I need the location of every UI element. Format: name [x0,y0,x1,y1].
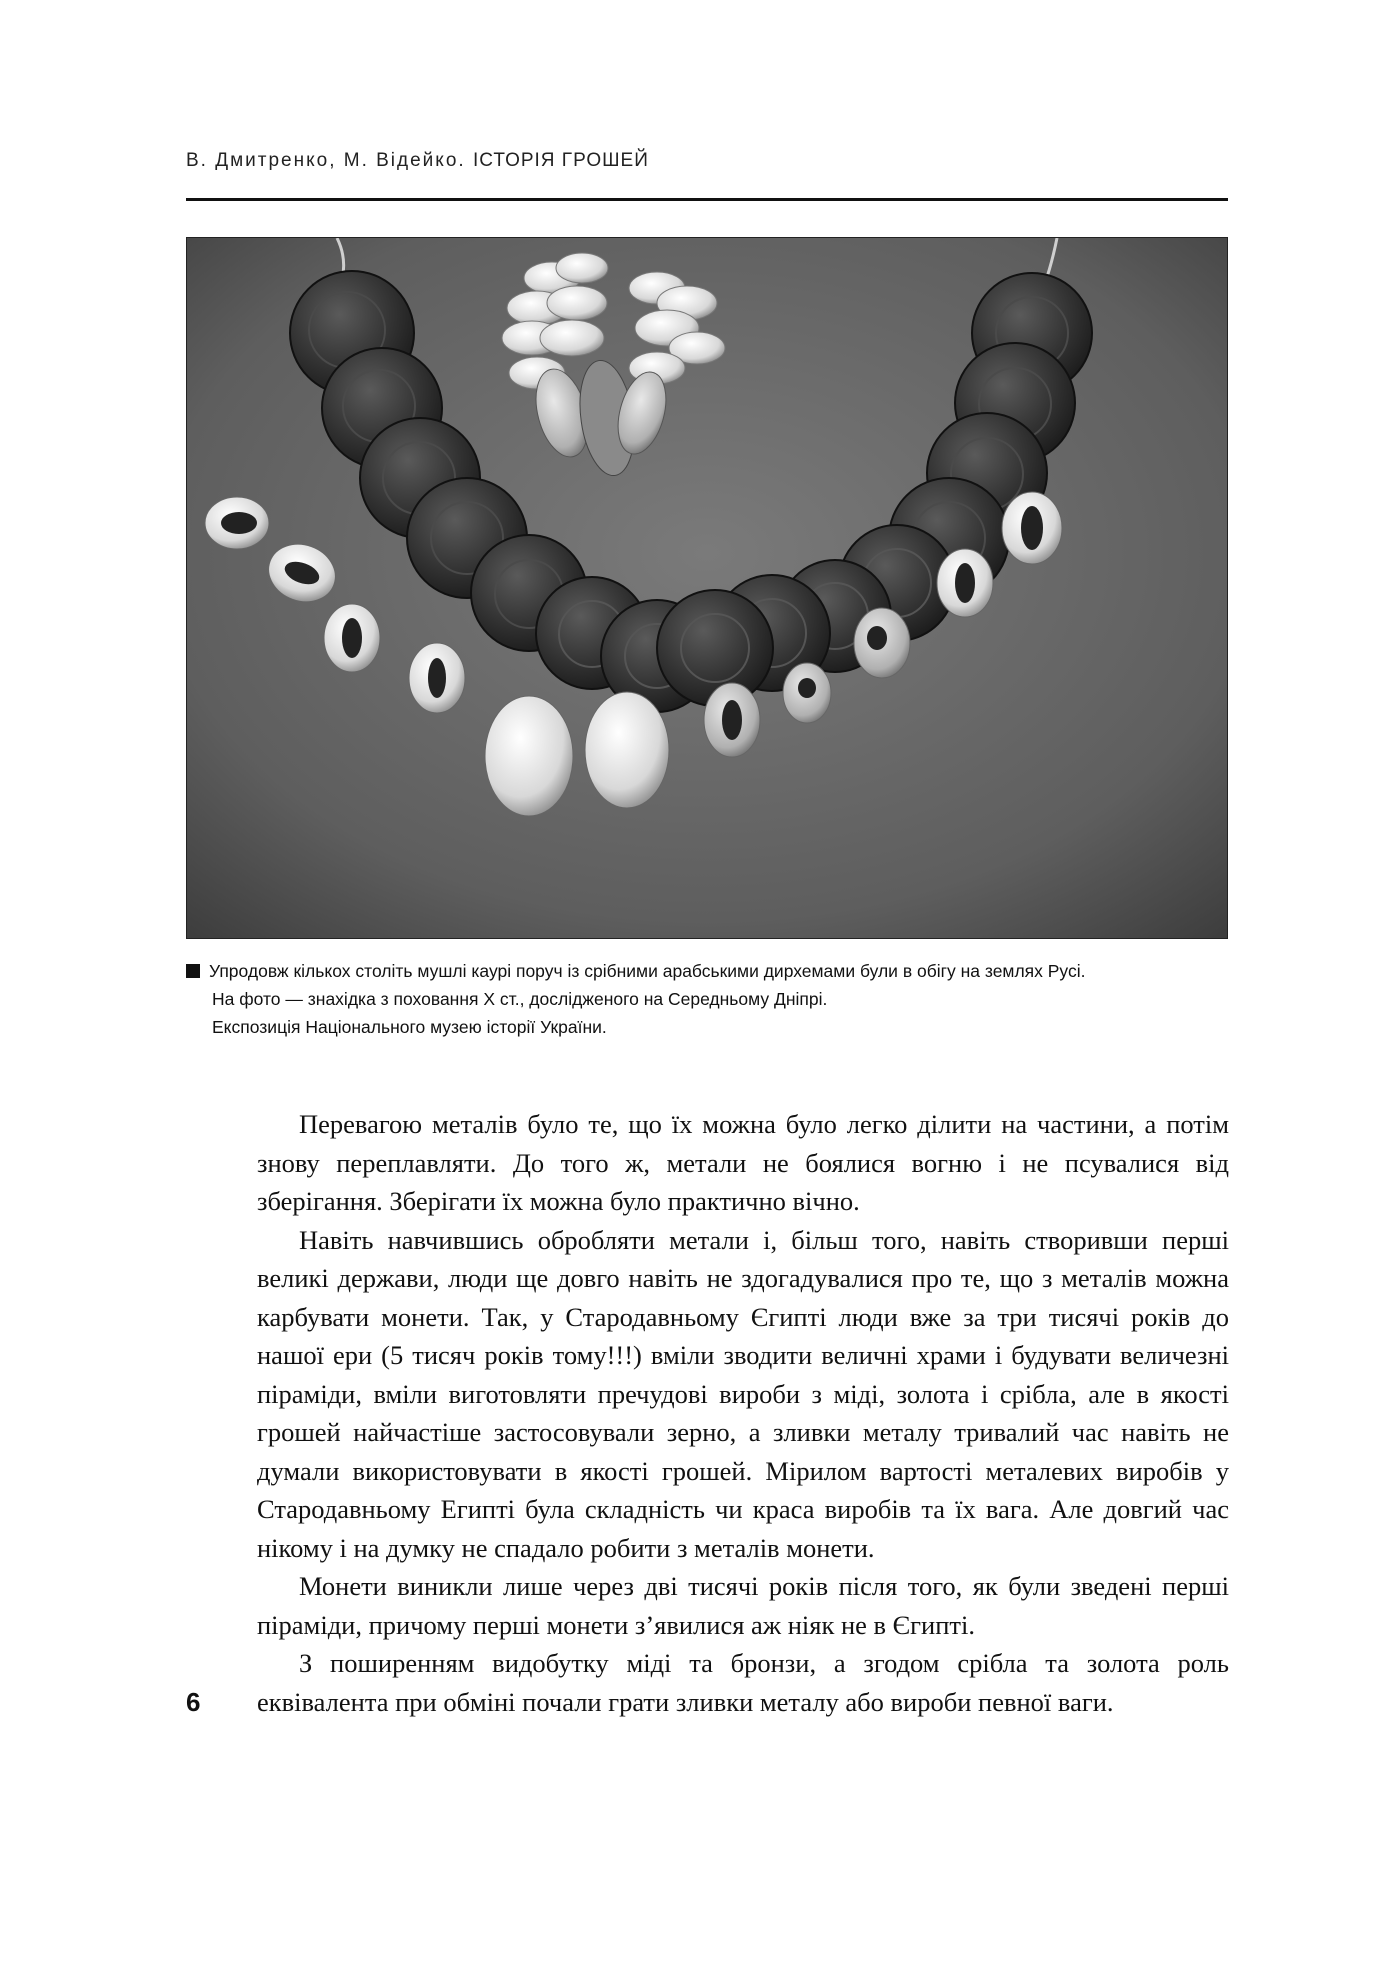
paragraph: Перевагою металів було те, що їх можна було легко ділити на частини, а потім знову переплавляти. До того ж, метали не боялися вогню і не псувалися від зберігання. Зберігати їх можна було практично вічно. [257,1109,1229,1216]
header-authors: В. Дмитренко, М. Відейко. [186,150,466,171]
header-divider [186,198,1228,201]
artifact-photo [186,237,1228,939]
caption-line: Експозиція Національного музею історії України. [212,1017,607,1037]
paragraph: Монети виникли лише через дві тисячі років після того, як були зведені перші піраміди, причому перші монети з’явилися аж ніяк не в Єгипті. [257,1571,1229,1640]
photo-caption [186,957,1226,1041]
cowrie-and-dirham-necklace-photo [187,238,1227,938]
caption-line: На фото — знахідка з поховання Х ст., дослідженого на Середньому Дніпрі. [212,989,828,1009]
caption-line: Упродовж кількох століть мушлі каурі поруч із срібними арабськими дирхемами були в обігу на землях Русі. [186,957,1226,985]
caption-bullet-icon [186,964,200,978]
page-number: 6 [186,1686,201,1717]
main-text [257,1105,1229,1721]
paragraph: З поширенням видобутку міді та бронзи, а згодом срібла та золота роль еквівалента при обміні почали грати зливки металу або вироби певної ваги. [257,1648,1229,1717]
running-header [186,150,1228,172]
paragraph: Навіть навчившись обробляти метали і, більш того, навіть створивши перші великі держави, люди ще довго навіть не здогадувалися про те, що з металів можна карбувати монети. Так, у Стародавньому Єгипті люди вже за три тисячі років до нашої ери (5 тисяч років тому!!!) вміли зводити величні храми і будувати величезні піраміди, вміли виготовляти пречудові вироби з міді, золота і срібла, але в якості грошей найчастіше застосовували зерно, а зливки металу тривалий час навіть не думали використовувати в якості грошей. Мірилом вартості металевих виробів у Стародавньому Египті була складність чи краса виробів та їх вага. Але довгий час нікому і на думку не спадало робити з металів монети. [257,1224,1229,1563]
header-book-title: ІСТОРІЯ ГРОШЕЙ [472,150,649,171]
